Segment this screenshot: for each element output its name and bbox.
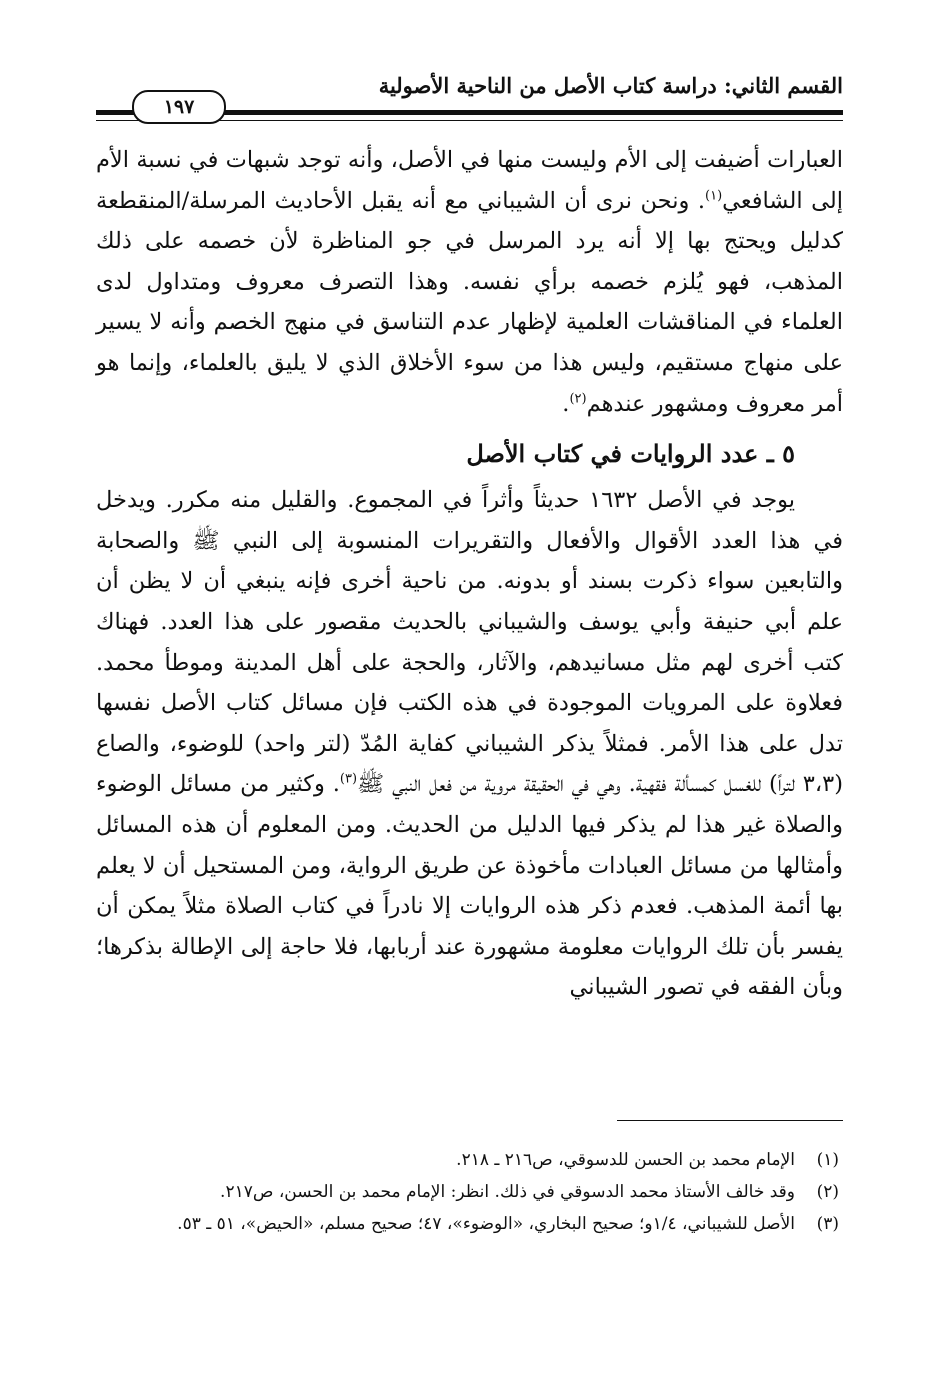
footnote-ref-3: (٣) — [339, 771, 358, 787]
paragraph-1-part-a: العبارات أضيفت إلى الأم وليست منها في الأصل، وأنه توجد شبهات في نسبة الأم إلى الشافعي — [96, 147, 843, 214]
paragraph-2 — [96, 480, 843, 1008]
body-text — [96, 140, 843, 1008]
footnote-2 — [96, 1176, 839, 1208]
footnote-ref-1: (١) — [705, 188, 723, 204]
footnote-marker: (٢) — [816, 1182, 839, 1202]
footnote-text: الإمام محمد بن الحسن للدسوقي، ص٢١٦ ـ ٢١٨. — [456, 1150, 795, 1170]
page-number: ١٩٧ — [132, 90, 226, 124]
footnote-ref-2: (٢) — [569, 391, 587, 407]
section-heading: ٥ ـ عدد الروايات في كتاب الأصل — [466, 439, 795, 469]
paragraph-1-part-c: . — [562, 390, 570, 417]
footnote-marker: (١) — [816, 1150, 839, 1170]
footnote-separator — [617, 1120, 843, 1121]
footnote-marker: (٣) — [816, 1214, 839, 1234]
paragraph-1 — [96, 140, 843, 424]
footnote-1 — [96, 1144, 839, 1176]
paragraph-2-part-b: . وكثير من مسائل الوضوء والصلاة غير هذا لم يذكر فيها الدليل من الحديث. ومن المعلوم أن هذه المسائل وأمثالها من مسائل العبادات مأخوذة عن طريق الرواية، ومن المستحيل أن لا يعلم بها أئمة المذهب. فعدم ذكر هذه الروايات إلا نادراً في كتاب الصلاة مثلاً يمكن أن يفسر بأن تلك الروايات معلومة مشهورة عند أربابها، فلا حاجة إلى الإطالة بذكرها؛ وبأن الفقه في تصور الشيباني — [96, 771, 843, 1001]
footnotes — [96, 1144, 839, 1240]
footnote-text: وقد خالف الأستاذ محمد الدسوقي في ذلك. انظر: الإمام محمد بن الحسن، ص٢١٧. — [220, 1182, 795, 1202]
footnote-3 — [96, 1208, 839, 1240]
paragraph-2-part-a: يوجد في الأصل ١٦٣٢ حديثاً وأثراً في المجموع. والقليل منه مكرر. ويدخل في هذا العدد الأقوال والأفعال والتقريرات المنسوبة إلى النبي ﷺ والصحابة والتابعين سواء ذكرت بسند أو بدونه. من ناحية أخرى فإنه ينبغي أن لا يظن أن علم أبي حنيفة وأبي يوسف والشيباني بالحديث مقصور على هذا العدد. فهناك كتب أخرى لهم مثل مسانيدهم، والآثار، والحجة على أهل المدينة وموطأ محمد. فعلاوة على المرويات الموجودة في هذه الكتب فإن مسائل كتاب الأصل نفسها تدل على هذا الأمر. فمثلاً يذكر الشيباني كفاية المُدّ (لتر واحد) للوضوء، والصاع (٣،٣ لتراً) للغسل كمسألة فقهية. وهي في الحقيقة مروية من فعل النبي ﷺ — [96, 487, 843, 798]
footnote-text: الأصل للشيباني، ١/٤و؛ صحيح البخاري، «الوضوء»، ٤٧؛ صحيح مسلم، «الحيض»، ٥١ ـ ٥٣. — [177, 1214, 795, 1234]
running-title: القسم الثاني: دراسة كتاب الأصل من الناحية الأصولية — [378, 73, 843, 98]
paragraph-1-part-b: . ونحن نرى أن الشيباني مع أنه يقبل الأحاديث المرسلة/المنقطعة كدليل ويحتج بها إلا أنه يرد المرسل في جو المناظرة لأن خصمه على ذلك المذهب، فهو يُلزم خصمه برأي نفسه. وهذا التصرف معروف ومتداول لدى العلماء في المناقشات العلمية لإظهار عدم التناسق في منهج الخصم وأنه لا يسير على منهاج مستقيم، وليس هذا من سوء الأخلاق الذي لا يليق بالعلماء، وإنما هو أمر معروف ومشهور عندهم — [96, 187, 843, 417]
